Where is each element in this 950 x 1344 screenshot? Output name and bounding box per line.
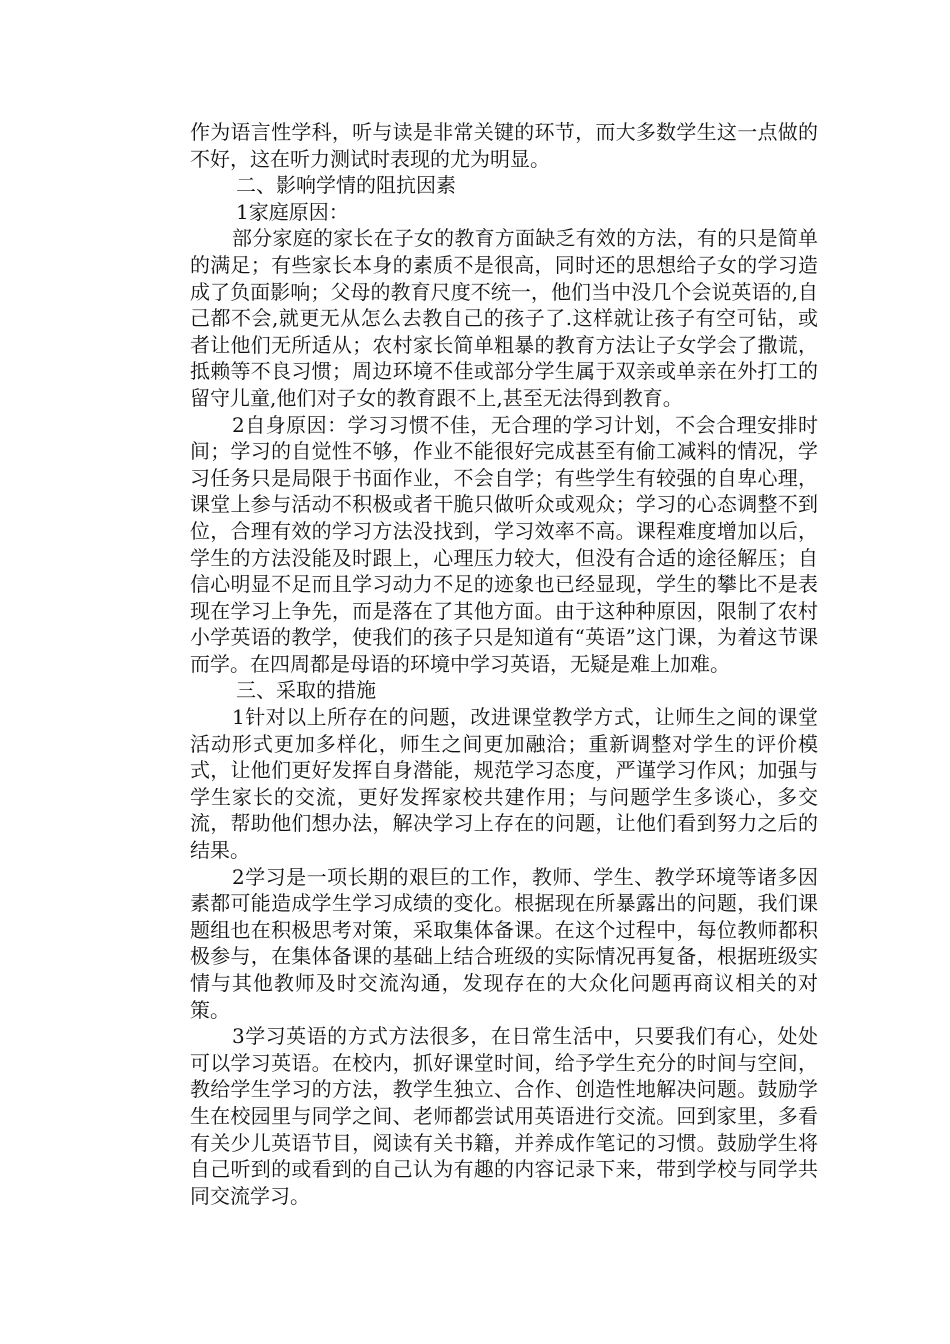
paragraph-intro: 作为语言性学科，听与读是非常关键的环节，而大多数学生这一点做的不好，这在听力测试时表现的尤为明显。	[190, 120, 818, 171]
document-body	[190, 119, 818, 1209]
section-heading-resistance-factors: 二、影响学情的阻抗因素	[236, 173, 456, 198]
paragraph-family-reasons: 部分家庭的家长在子女的教育方面缺乏有效的方法，有的只是简单的满足；有些家长本身的素质不是很高，同时还的思想给子女的学习造成了负面影响；父母的教育尺度不统一，他们当中没几个会说英语的,自己都不会,就更无从怎么去教自己的孩子了.这样就让孩子有空可钻，或者让他们无所适从；农村家长简单粗暴的教育方法让子女学会了撒谎，抵赖等不良习惯；周边环境不佳或部分学生属于双亲或单亲在外打工的留守儿童,他们对子女的教育跟不上,甚至无法得到教育。	[190, 226, 818, 410]
subheading-family-reasons: 1家庭原因：	[236, 199, 349, 224]
paragraph-self-reasons: 2自身原因：学习习惯不佳，无合理的学习计划，不会合理安排时间；学习的自觉性不够，作业不能很好完成甚至有偷工减料的情况，学习任务只是局限于书面作业，不会自学；有些学生有较强的自卑心理，课堂上参与活动不积极或者干脆只做听众或观众；学习的心态调整不到位，合理有效的学习方法没找到，学习效率不高。课程难度增加以后，学生的方法没能及时跟上，心理压力较大，但没有合适的途径解压；自信心明显不足而且学习动力不足的迹象也已经显现，学生的攀比不是表现在学习上争先，而是落在了其他方面。由于这种种原因，限制了农村小学英语的教学，使我们的孩子只是知道有“英语”这门课，为着这节课而学。在四周都是母语的环境中学习英语，无疑是难上加难。	[190, 412, 818, 676]
paragraph-measure-1: 1针对以上所存在的问题，改进课堂教学方式，让师生之间的课堂活动形式更加多样化，师生之间更加融洽；重新调整对学生的评价模式，让他们更好发挥自身潜能，规范学习态度，严谨学习作风；加强与学生家长的交流，更好发挥家校共建作用；与问题学生多谈心，多交流，帮助他们想办法，解决学习上存在的问题，让他们看到努力之后的结果。	[190, 705, 818, 863]
section-heading-measures: 三、采取的措施	[236, 678, 376, 703]
paragraph-measure-2: 2学习是一项长期的艰巨的工作，教师、学生、教学环境等诸多因素都可能造成学生学习成绩的变化。根据现在所暴露出的问题，我们课题组也在积极思考对策，采取集体备课。在这个过程中，每位教师都积极参与，在集体备课的基础上结合班级的实际情况再复备，根据班级实情与其他教师及时交流沟通，发现存在的大众化问题再商议相关的对策。	[190, 864, 818, 1022]
paragraph-measure-3: 3学习英语的方式方法很多，在日常生活中，只要我们有心，处处可以学习英语。在校内，抓好课堂时间，给予学生充分的时间与空间，教给学生学习的方法，教学生独立、合作、创造性地解决问题。鼓励学生在校园里与同学之间、老师都尝试用英语进行交流。回到家里，多看有关少儿英语节目，阅读有关书籍，并养成作笔记的习惯。鼓励学生将自己听到的或看到的自己认为有趣的内容记录下来，带到学校与同学共同交流学习。	[190, 1024, 818, 1208]
